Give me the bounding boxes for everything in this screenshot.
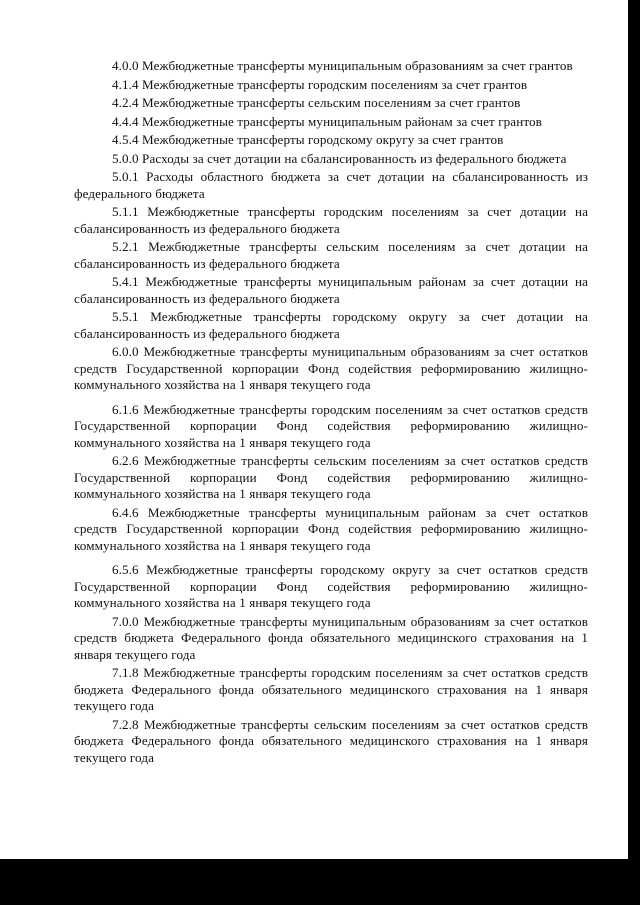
- paragraph-4-1-4: 4.1.4 Межбюджетные трансферты городским поселениям за счет грантов: [112, 76, 528, 92]
- paragraph-4-5-4: 4.5.4 Межбюджетные трансферты городскому округу за счет грантов: [112, 132, 504, 147]
- paragraph-5-4-1: 5.4.1 Межбюджетные трансферты муниципальным районам за счет дотации на сбалансированность из федерального бюджета: [74, 274, 588, 306]
- paragraph-7-2-8: 7.2.8 Межбюджетные трансферты сельским поселениям за счет остатков средств бюджета Федерального фонда обязательного медицинского страхования на 1 января текущего года: [74, 716, 588, 765]
- paragraph-5-5-1: 5.5.1 Межбюджетные трансферты городскому округу за счет дотации на сбалансированность из федерального бюджета: [74, 309, 588, 341]
- paragraph-7-1-8: 7.1.8 Межбюджетные трансферты городским поселениям за счет остатков средств бюджета Федерального фонда обязательного медицинского страхования на 1 января текущего года: [74, 665, 588, 713]
- paragraph-4-4-4: 4.4.4 Межбюджетные трансферты муниципальным районам за счет грантов: [112, 113, 542, 129]
- paragraph-4-0-0: 4.0.0 Межбюджетные трансферты муниципальным образованиям за счет грантов: [112, 58, 573, 73]
- document-page: [74, 58, 588, 768]
- paragraph-6-4-6: 6.4.6 Межбюджетные трансферты муниципальным районам за счет остатков средств Государственной корпорации Фонд содействия реформированию жилищно-коммунального хозяйства на 1 января текущего года: [74, 504, 588, 553]
- scan-edge-bottom: [0, 859, 640, 905]
- paragraph-5-0-1: 5.0.1 Расходы областного бюджета за счет дотации на сбалансированность из федерального бюджета: [74, 169, 588, 201]
- paragraph-5-1-1: 5.1.1 Межбюджетные трансферты городским поселениям за счет дотации на сбалансированность из федерального бюджета: [74, 204, 588, 236]
- paragraph-4-2-4: 4.2.4 Межбюджетные трансферты сельским поселениям за счет грантов: [112, 95, 521, 110]
- paragraph-6-0-0: 6.0.0 Межбюджетные трансферты муниципальным образованиям за счет остатков средств Государственной корпорации Фонд содействия реформированию жилищно-коммунального хозяйства на 1 января текущего года: [74, 344, 588, 392]
- paragraph-6-5-6: 6.5.6 Межбюджетные трансферты городскому округу за счет остатков средств Государственной корпорации Фонд содействия реформированию жилищно-коммунального хозяйства на 1 января текущего года: [74, 562, 588, 610]
- paragraph-6-1-6: 6.1.6 Межбюджетные трансферты городским поселениям за счет остатков средств Государственной корпорации Фонд содействия реформированию жилищно-коммунального хозяйства на 1 января текущего года: [74, 401, 588, 450]
- paragraph-7-0-0: 7.0.0 Межбюджетные трансферты муниципальным образованиям за счет остатков средств бюджета Федерального фонда обязательного медицинского страхования на 1 января текущего года: [74, 613, 588, 662]
- scan-edge-right: [628, 0, 640, 905]
- paragraph-6-2-6: 6.2.6 Межбюджетные трансферты сельским поселениям за счет остатков средств Государственной корпорации Фонд содействия реформированию жилищно-коммунального хозяйства на 1 января текущего года: [74, 453, 588, 501]
- paragraph-5-0-0: 5.0.0 Расходы за счет дотации на сбалансированность из федерального бюджета: [112, 150, 567, 166]
- paragraph-5-2-1: 5.2.1 Межбюджетные трансферты сельским поселениям за счет дотации на сбалансированность из федерального бюджета: [74, 239, 588, 271]
